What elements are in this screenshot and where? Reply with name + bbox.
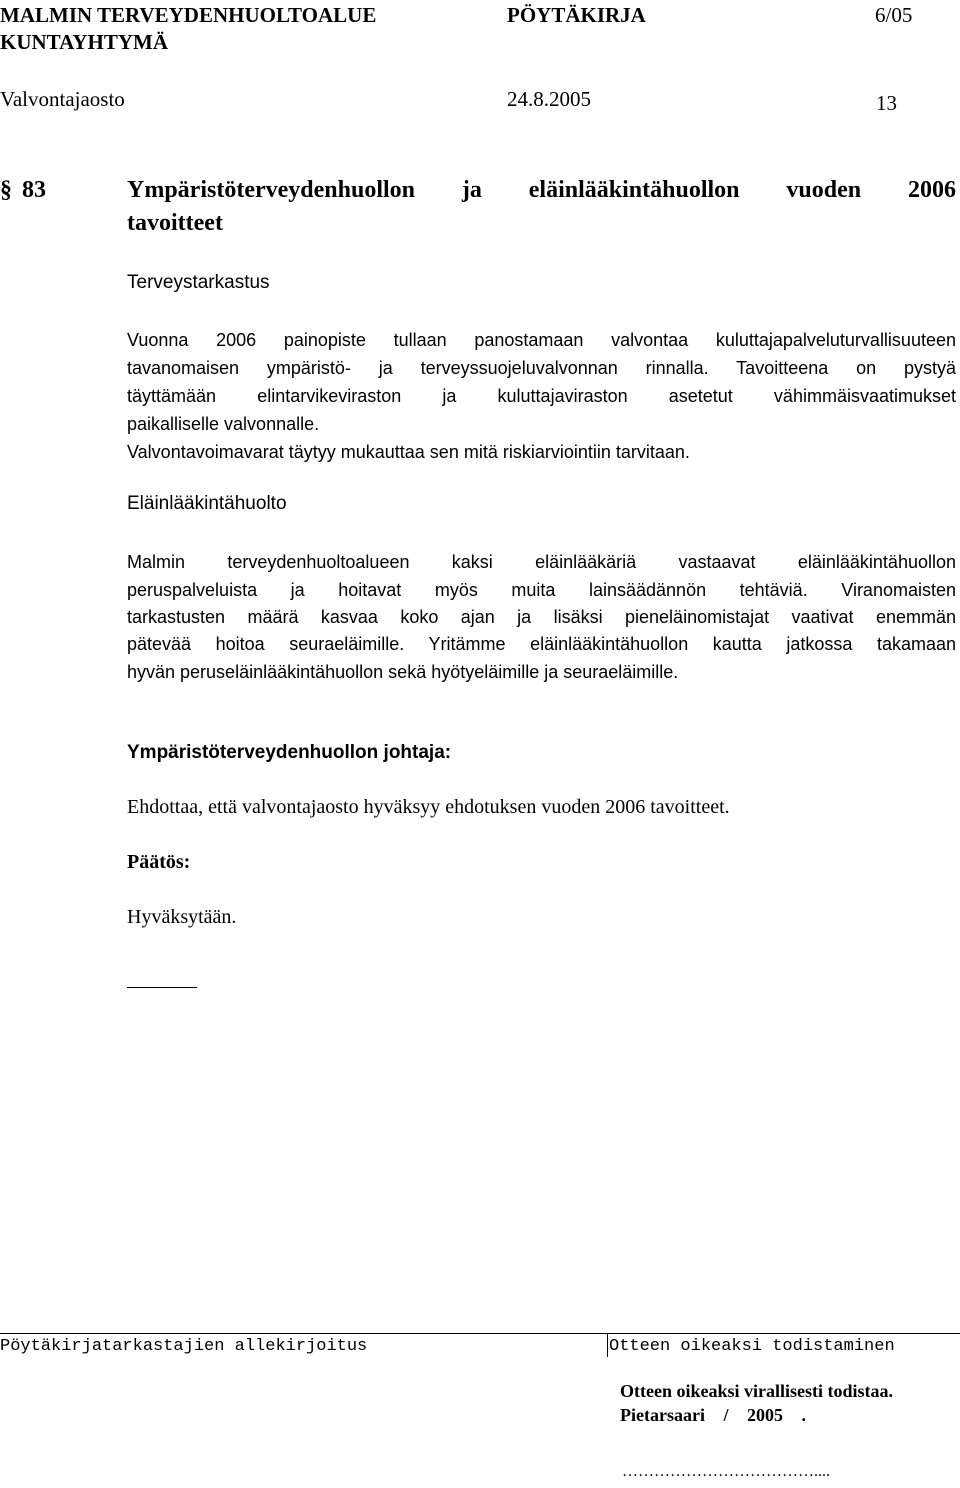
committee-name: Valvontajaosto	[0, 87, 125, 111]
signature-line: ………………………………....	[622, 1463, 830, 1480]
paragraph-line: Valvontavoimavarat täytyy mukauttaa sen mitä riskiarviointiin tarvitaan.	[127, 442, 690, 462]
org-name-line2: KUNTAYHTYMÄ	[0, 30, 169, 54]
subsection-heading-veterinary-care: Eläinlääkintähuolto	[127, 493, 287, 514]
certification-place-year: Pietarsaari / 2005 .	[620, 1405, 806, 1425]
section-title-line1: Ympäristöterveydenhuollon ja eläinlääkintähuollon vuoden 2006	[127, 177, 956, 203]
paragraph-line: peruspalveluista ja hoitavat myös muita lainsäädännön tehtäviä. Viranomaisten	[127, 580, 956, 600]
paragraph-line: paikalliselle valvonnalle.	[127, 414, 320, 434]
section-number: 83	[22, 177, 46, 203]
paragraph-line: täyttämään elintarvikeviraston ja kuluttajaviraston asetetut vähimmäisvaatimukset	[127, 386, 956, 406]
org-name-line1: MALMIN TERVEYDENHUOLTOALUE	[0, 3, 377, 27]
paragraph-line: Vuonna 2006 painopiste tullaan panostamaan valvontaa kuluttajapalveluturvallisuuteen	[127, 330, 956, 350]
paragraph-line: pätevää hoitoa seuraeläimille. Yritämme eläinlääkintähuollon kautta jatkossa takamaan	[127, 634, 956, 654]
document-type: PÖYTÄKIRJA	[507, 3, 646, 27]
meeting-date: 24.8.2005	[507, 87, 591, 111]
decision-text: Hyväksytään.	[127, 906, 237, 928]
paragraph-line: hyvän peruseläinlääkintähuollon sekä hyötyeläimille ja seuraeläimille.	[127, 662, 679, 682]
proposal-text: Ehdottaa, että valvontajaosto hyväksyy ehdotuksen vuoden 2006 tavoitteet.	[127, 796, 730, 818]
proposer-heading: Ympäristöterveydenhuollon johtaja:	[127, 742, 452, 763]
paragraph-line: tavanomaisen ympäristö- ja terveyssuojeluvalvonnan rinnalla. Tavoitteena on pystyä	[127, 358, 956, 378]
section-symbol: §	[0, 177, 12, 203]
footer-divider	[0, 1333, 960, 1334]
subsection-heading-health-inspection: Terveystarkastus	[127, 272, 270, 293]
certification-statement: Otteen oikeaksi virallisesti todistaa.	[620, 1381, 893, 1401]
paragraph-line: tarkastusten määrä kasvaa koko ajan ja lisäksi pieneläinomistajat vaativat enemmän	[127, 607, 956, 627]
document-number: 6/05	[875, 3, 913, 27]
end-rule	[127, 987, 197, 988]
paragraph-line: Malmin terveydenhuoltoalueen kaksi eläinlääkäriä vastaavat eläinlääkintähuollon	[127, 552, 956, 572]
footer-certification-label: Otteen oikeaksi todistaminen	[609, 1337, 895, 1356]
section-title-line2: tavoitteet	[127, 210, 223, 236]
decision-heading: Päätös:	[127, 851, 191, 873]
footer-column-divider	[607, 1333, 608, 1357]
footer-signature-label: Pöytäkirjatarkastajien allekirjoitus	[0, 1337, 368, 1356]
page-number: 13	[876, 91, 897, 115]
